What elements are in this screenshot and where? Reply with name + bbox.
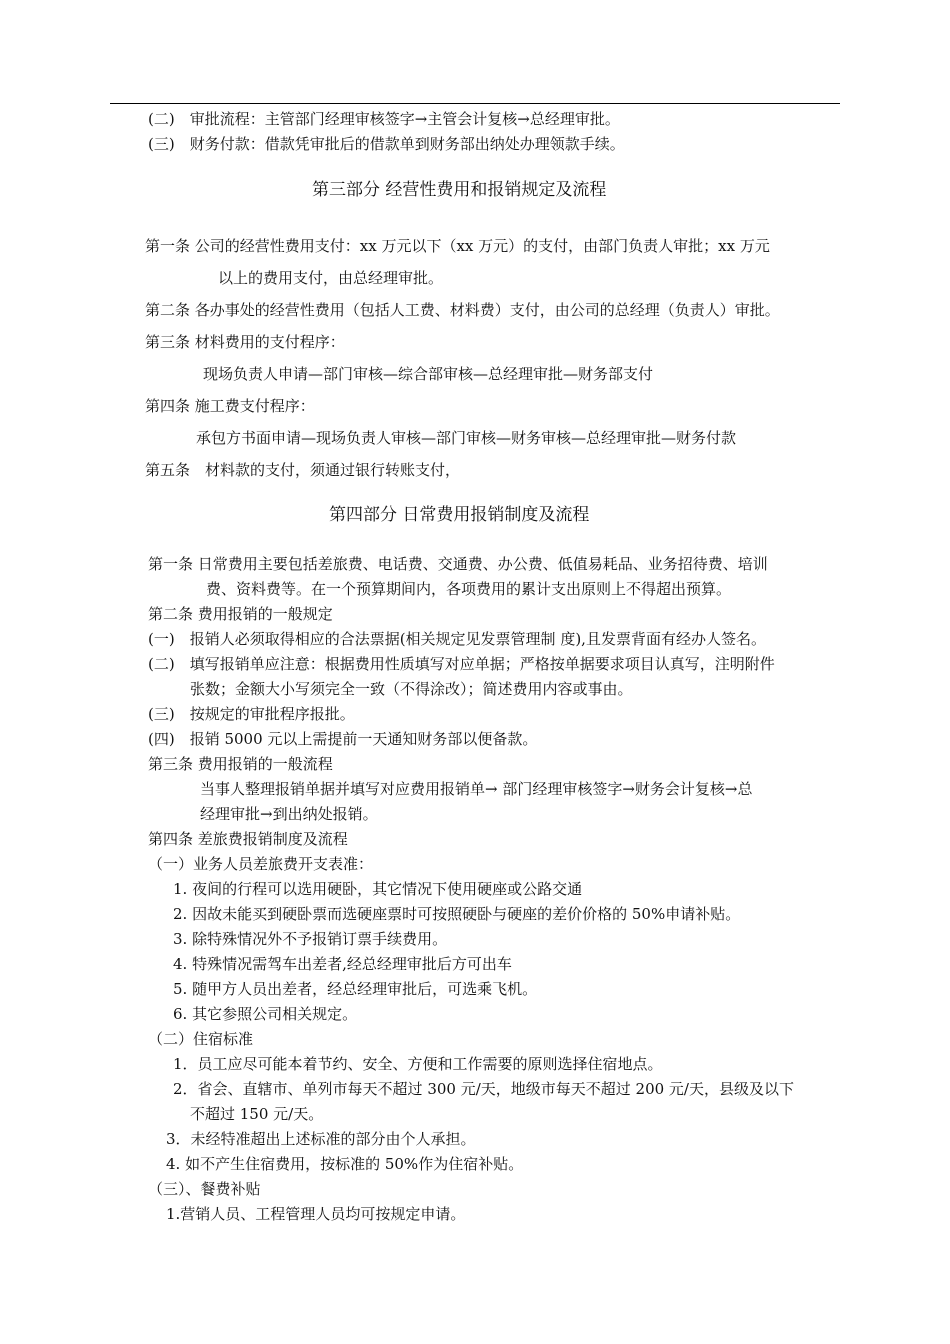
list-item: 4. 特殊情况需驾车出差者,经总经理审批后方可出车 (173, 955, 512, 973)
text-line: (一) 报销人必须取得相应的合法票据(相关规定见发票管理制 度),且发票背面有经办人签名。 (148, 630, 766, 648)
text-line: 第一条 公司的经营性费用支付：xx 万元以下（xx 万元）的支付，由部门负责人审批；xx 万元 (145, 237, 770, 255)
text-line: （三）、餐费补贴 (148, 1180, 261, 1198)
header-rule (110, 103, 840, 104)
list-item: 2．省会、直辖市、单列市每天不超过 300 元/天，地级市每天不超过 200 元/天，县级及以下 (173, 1080, 794, 1098)
list-item: 2. 因故未能买到硬卧票而选硬座票时可按照硬卧与硬座的差价价格的 50%申请补贴。 (173, 905, 741, 923)
list-item: 1.营销人员、工程管理人员均可按规定申请。 (166, 1205, 466, 1223)
section-heading: 第四部分 日常费用报销制度及流程 (329, 505, 590, 525)
text-line: 第三条 费用报销的一般流程 (148, 755, 333, 773)
text-line: (三) 按规定的审批程序报批。 (148, 705, 355, 723)
text-line: （二）住宿标准 (148, 1030, 254, 1048)
text-line: 张数；金额大小写须完全一致（不得涂改）；简述费用内容或事由。 (190, 680, 633, 698)
list-item: 1. 夜间的行程可以选用硬卧，其它情况下使用硬座或公路交通 (173, 880, 583, 898)
list-item: 3. 除特殊情况外不予报销订票手续费用。 (173, 930, 448, 948)
list-item: 3．未经特准超出上述标准的部分由个人承担。 (166, 1130, 476, 1148)
text-line: 第二条 各办事处的经营性费用（包括人工费、材料费）支付，由公司的总经理（负责人）审批。 (145, 301, 780, 319)
text-line: 当事人整理报销单据并填写对应费用报销单→ 部门经理审核签字→财务会计复核→总 (200, 780, 753, 798)
list-item: 6. 其它参照公司相关规定。 (173, 1005, 358, 1023)
text-line: 第四条 差旅费报销制度及流程 (148, 830, 348, 848)
text-line: (二) 审批流程：主管部门经理审核签字→主管会计复核→总经理审批。 (148, 110, 620, 128)
text-line: 第一条 日常费用主要包括差旅费、电话费、交通费、办公费、低值易耗品、业务招待费、培训 (148, 555, 768, 573)
text-line: 第五条 材料款的支付，须通过银行转账支付， (145, 461, 461, 479)
list-item: 不超过 150 元/天。 (190, 1105, 324, 1123)
text-line: 现场负责人申请—部门审核—综合部审核—总经理审批—财务部支付 (203, 365, 654, 383)
text-line: 第四条 施工费支付程序： (145, 397, 315, 415)
text-line: 第二条 费用报销的一般规定 (148, 605, 333, 623)
text-line: (三) 财务付款：借款凭审批后的借款单到财务部出纳处办理领款手续。 (148, 135, 625, 153)
list-item: 4. 如不产生住宿费用，按标准的 50%作为住宿补贴。 (166, 1155, 524, 1173)
list-item: 1．员工应尽可能本着节约、安全、方便和工作需要的原则选择住宿地点。 (173, 1055, 663, 1073)
section-heading: 第三部分 经营性费用和报销规定及流程 (312, 180, 607, 200)
text-line: 经理审批→到出纳处报销。 (200, 805, 378, 823)
text-line: 费、资料费等。在一个预算期间内，各项费用的累计支出原则上不得超出预算。 (206, 580, 732, 598)
list-item: 5. 随甲方人员出差者，经总经理审批后，可选乘飞机。 (173, 980, 538, 998)
text-line: 以上的费用支付，由总经理审批。 (218, 269, 444, 287)
text-line: (四) 报销 5000 元以上需提前一天通知财务部以便备款。 (148, 730, 538, 748)
text-line: （一）业务人员差旅费开支表准： (148, 855, 374, 873)
text-line: 承包方书面申请—现场负责人审核—部门审核—财务审核—总经理审批—财务付款 (196, 429, 737, 447)
text-line: 第三条 材料费用的支付程序： (145, 333, 345, 351)
text-line: (二) 填写报销单应注意：根据费用性质填写对应单据；严格按单据要求项目认真写，注明附件 (148, 655, 775, 673)
